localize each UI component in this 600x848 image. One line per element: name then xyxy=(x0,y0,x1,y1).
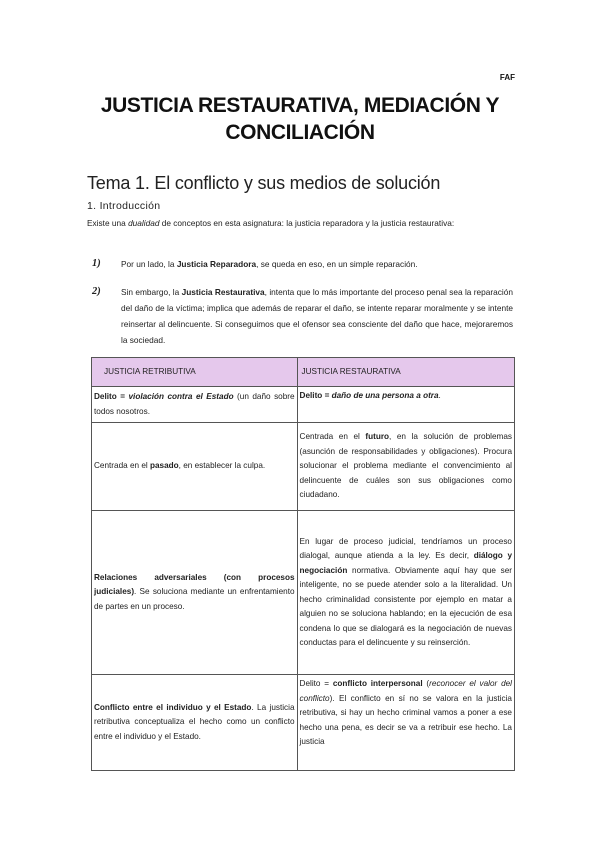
section-heading: 1. Introducción xyxy=(87,200,161,212)
intro-text-1: Existe una xyxy=(87,218,129,228)
cell-bold: Delito = xyxy=(94,392,129,401)
cell-italic: reconocer el valor del conflicto xyxy=(299,679,513,703)
list-number: 1) xyxy=(92,258,101,269)
cell-bold: Conflicto entre el individuo y el Estado xyxy=(94,702,252,712)
list-item xyxy=(92,284,513,348)
cell-bold: Delito = xyxy=(299,391,332,400)
document-title xyxy=(70,92,530,146)
table-cell xyxy=(92,511,298,675)
table-cell xyxy=(297,675,514,771)
table-header-row xyxy=(92,358,515,387)
header-tag: FAF xyxy=(499,73,515,82)
cell-text: ( xyxy=(422,679,430,688)
table-row xyxy=(92,387,515,423)
table-header-restaurativa: JUSTICIA RESTAURATIVA xyxy=(297,358,514,387)
intro-paragraph xyxy=(87,215,513,231)
cell-bold: futuro xyxy=(365,432,390,442)
cell-text: , en la solución de problemas (asunción de responsabilidades y obligaciones). Procura solucionar el problema mediante el convencimiento al delincuente de cuáles son sus obligaciones como ciudadano. xyxy=(299,432,512,500)
table-row xyxy=(92,511,515,675)
list-number: 2) xyxy=(92,286,101,297)
intro-text-2: de conceptos en esta asignatura: la justicia reparadora y la justicia restaurativa: xyxy=(159,218,455,228)
cell-bold-italic: violación contra el Estado xyxy=(128,392,234,401)
cell-text: Centrada en el xyxy=(94,461,150,471)
cell-text: (un daño sobre todos nosotros. xyxy=(94,392,295,416)
list-text xyxy=(121,256,513,272)
cell-text: normativa. Obviamente aquí hay que ser inteligente, no se puede atender solo a la literalidad. Un hecho criminalidad consistente por ejemplo en matar a alguien no se soluciona hablando; en la ejecución de esa condena lo que se dialogará es la negociación de nuevas conductas para el delincuente y su reinserción. xyxy=(299,565,512,647)
table-cell xyxy=(297,387,514,423)
cell-bold: pasado xyxy=(150,461,179,471)
table-header-retributiva: JUSTICIA RETRIBUTIVA xyxy=(92,358,298,387)
cell-text: . xyxy=(438,391,441,400)
table-cell xyxy=(297,423,514,511)
title-line-1: JUSTICIA RESTAURATIVA, MEDIACIÓN Y xyxy=(100,94,500,117)
table-cell xyxy=(297,511,514,675)
table-row xyxy=(92,423,515,511)
cell-text: Centrada en el xyxy=(299,432,366,442)
title-line-2: CONCILIACIÓN xyxy=(225,121,375,144)
cell-text: En lugar de proceso judicial, tendríamos un proceso dialogal, aunque atienda a la ley. Es decir, xyxy=(299,536,512,560)
topic-heading: Tema 1. El conflicto y sus medios de solución xyxy=(87,173,441,193)
comparison-table xyxy=(91,357,515,771)
list-text-bold: Justicia Reparadora xyxy=(176,259,257,269)
intro-emphasis: dualidad xyxy=(128,218,160,228)
list-text xyxy=(121,284,513,348)
list-text-part: Por un lado, la xyxy=(121,259,177,269)
list-text-part: , intenta que lo más importante del proceso penal sea la reparación del daño de la víctima; implica que además de reparar el daño, se intente reparar moralmente y se intente reinsertar al delincuente. Si conseguimos que el ofensor sea consciente del daño que hace, mejoraremos la sociedad. xyxy=(121,287,513,345)
cell-text: Delito = xyxy=(299,679,333,688)
table-row xyxy=(92,675,515,771)
cell-text: . La justicia retributiva conceptualiza el hecho como un conflicto entre el individuo y el Estado. xyxy=(94,702,295,741)
list-item xyxy=(92,256,513,272)
table-cell xyxy=(92,423,298,511)
cell-bold-italic: daño de una persona a otra xyxy=(331,391,439,400)
cell-bold: conflicto interpersonal xyxy=(332,679,423,688)
cell-bold: Relaciones adversariales (con procesos judiciales) xyxy=(94,572,295,597)
cell-bold: diálogo y negociación xyxy=(299,551,513,575)
list-text-part: Sin embargo, la xyxy=(121,287,182,297)
list-text-bold: Justicia Restaurativa xyxy=(181,287,265,297)
table-cell xyxy=(92,675,298,771)
cell-text: ). El conflicto en sí no se valora en la justicia retributiva, si hay un hecho criminal vamos a poner a ese hecho una pena, es decir se va a retribuir ese hecho. La justicia xyxy=(299,693,512,746)
cell-text: , en establecer la culpa. xyxy=(178,461,266,471)
list-text-part: , se queda en eso, en un simple reparación. xyxy=(256,259,418,269)
table-cell xyxy=(92,387,298,423)
cell-text: . Se soluciona mediante un enfrentamiento de partes en un proceso. xyxy=(94,587,295,611)
